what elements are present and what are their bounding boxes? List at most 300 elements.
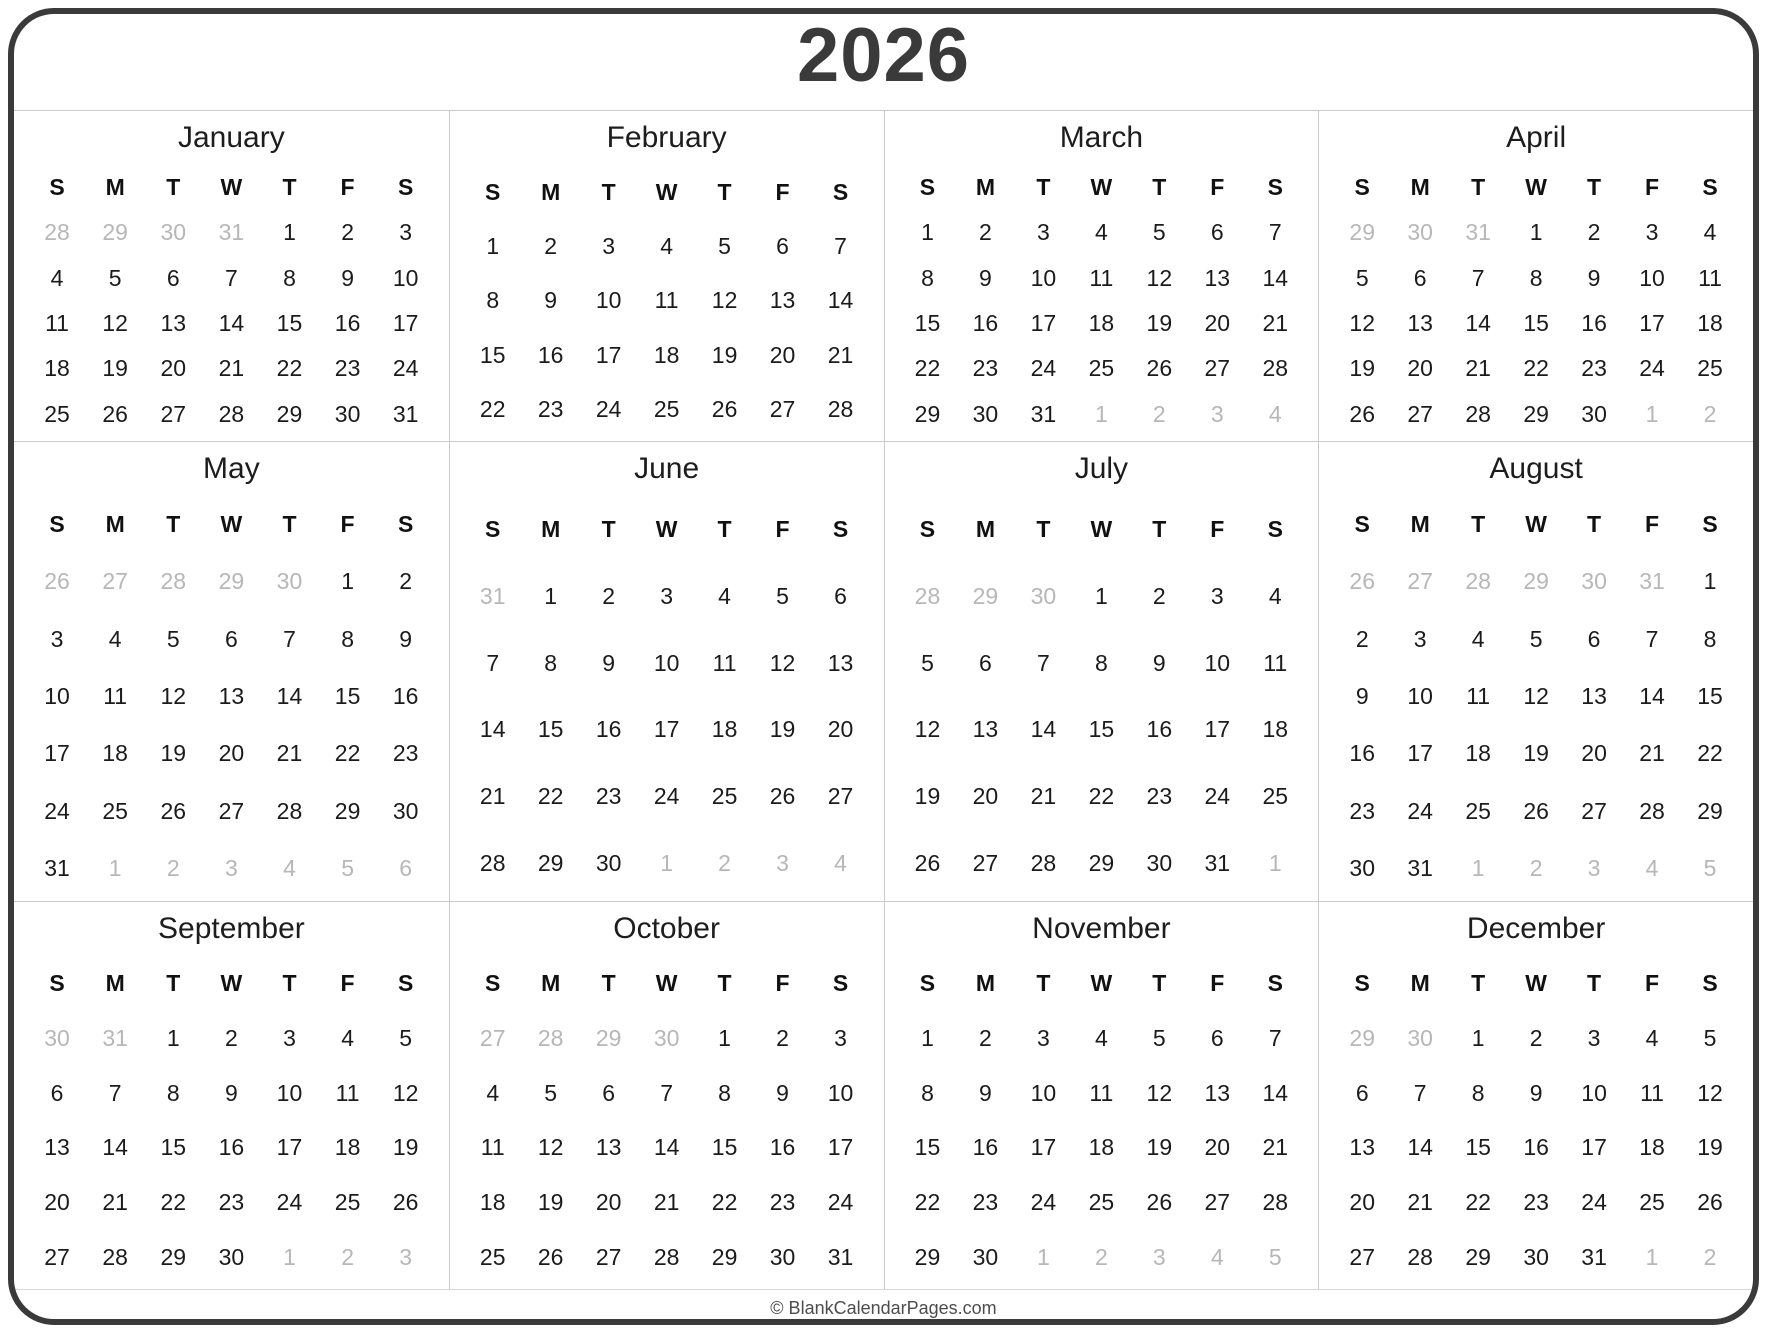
weekday-label: T <box>1471 174 1486 201</box>
day-cell: 30 <box>972 1244 999 1271</box>
footer-credit: © BlankCalendarPages.com <box>770 1298 997 1318</box>
day-cell-outside: 6 <box>399 854 413 881</box>
weekday-label: W <box>220 174 243 201</box>
day-cell: 31 <box>44 854 70 881</box>
week-row <box>464 650 870 677</box>
week-row <box>1333 1244 1739 1271</box>
day-cell: 10 <box>595 287 622 314</box>
weekday-label: S <box>1702 969 1718 996</box>
week-row <box>1333 740 1739 767</box>
day-cell: 26 <box>1523 797 1549 824</box>
day-cell: 20 <box>1204 310 1231 337</box>
weekday-label: F <box>775 969 790 996</box>
day-cell: 22 <box>334 740 361 767</box>
day-cell: 7 <box>834 233 847 260</box>
day-cell: 4 <box>1471 625 1485 652</box>
day-cell: 6 <box>1210 219 1224 246</box>
weekday-header-row <box>899 970 1305 997</box>
day-cell: 24 <box>827 1189 854 1216</box>
week-row <box>899 1244 1305 1271</box>
day-cell: 12 <box>1146 1079 1173 1106</box>
month-july <box>884 441 1319 901</box>
day-cell: 15 <box>276 310 303 337</box>
day-cell: 29 <box>711 1244 738 1271</box>
week-row <box>28 219 435 246</box>
week-row <box>1333 798 1739 825</box>
day-cell: 22 <box>160 1189 187 1216</box>
day-cell: 3 <box>399 219 413 246</box>
day-cell: 29 <box>160 1244 187 1271</box>
weekday-label: S <box>49 174 65 201</box>
week-row <box>28 798 435 825</box>
day-cell: 27 <box>218 797 245 824</box>
day-cell: 29 <box>1523 400 1549 427</box>
day-cell: 17 <box>1030 310 1057 337</box>
day-cell: 24 <box>44 797 70 824</box>
weekday-label: S <box>49 969 65 996</box>
week-row <box>28 568 435 595</box>
day-cell: 17 <box>1639 310 1665 337</box>
day-cell: 30 <box>1349 854 1376 881</box>
day-cell: 6 <box>1355 1079 1369 1106</box>
day-cell: 29 <box>914 400 941 427</box>
day-cell: 30 <box>334 400 361 427</box>
day-cell: 23 <box>537 396 564 423</box>
day-cell: 18 <box>479 1189 506 1216</box>
day-cell: 22 <box>1523 355 1549 382</box>
weekday-label: T <box>1587 511 1602 538</box>
week-row <box>464 233 870 260</box>
week-row <box>899 310 1305 337</box>
day-cell: 6 <box>1587 625 1601 652</box>
weekday-label: S <box>1267 515 1283 542</box>
week-row <box>1333 626 1739 653</box>
day-cell: 12 <box>769 649 796 676</box>
day-cell: 14 <box>1262 1079 1289 1106</box>
day-cell: 8 <box>921 264 934 291</box>
day-cell: 1 <box>921 219 934 246</box>
weekday-label: T <box>717 178 732 205</box>
day-cell: 25 <box>1262 783 1289 810</box>
weekday-label: T <box>1152 174 1167 201</box>
day-cell: 13 <box>972 716 999 743</box>
day-cell: 28 <box>1407 1244 1433 1271</box>
day-cell-outside: 4 <box>1645 854 1659 881</box>
day-cell: 28 <box>102 1244 128 1271</box>
day-cell: 15 <box>914 310 941 337</box>
day-cell-outside: 30 <box>276 568 303 595</box>
week-row <box>28 265 435 292</box>
day-cell-outside: 29 <box>1523 568 1549 595</box>
day-cell-outside: 28 <box>1465 568 1491 595</box>
weekday-label: T <box>282 511 297 538</box>
day-cell: 10 <box>1030 264 1057 291</box>
weekday-label: W <box>1090 969 1113 996</box>
day-cell: 8 <box>921 1079 934 1106</box>
month-table <box>1319 165 1753 441</box>
day-cell: 16 <box>334 310 361 337</box>
month-title: October <box>613 912 720 945</box>
day-cell: 4 <box>660 233 674 260</box>
day-cell: 3 <box>1645 219 1659 246</box>
day-cell-outside: 1 <box>660 850 674 877</box>
week-row <box>464 1134 870 1161</box>
week-row <box>28 683 435 710</box>
day-cell: 24 <box>1204 783 1231 810</box>
weekday-label: S <box>398 174 414 201</box>
weekday-label: T <box>166 511 181 538</box>
day-cell: 4 <box>1268 582 1282 609</box>
day-cell: 27 <box>1407 400 1433 427</box>
month-title: March <box>1059 121 1144 154</box>
day-cell-outside: 3 <box>399 1244 413 1271</box>
day-cell: 8 <box>1471 1079 1485 1106</box>
day-cell: 28 <box>479 850 506 877</box>
day-cell: 2 <box>224 1024 238 1051</box>
day-cell: 2 <box>1152 582 1166 609</box>
month-title: June <box>634 452 700 485</box>
day-cell-outside: 3 <box>224 854 238 881</box>
day-cell: 20 <box>827 716 854 743</box>
day-cell: 9 <box>224 1079 238 1106</box>
day-cell: 5 <box>166 625 180 652</box>
day-cell: 6 <box>1210 1024 1224 1051</box>
weekday-label: T <box>1036 515 1051 542</box>
day-cell: 29 <box>334 797 361 824</box>
day-cell: 27 <box>44 1244 70 1271</box>
day-cell: 6 <box>50 1079 64 1106</box>
day-cell: 17 <box>1581 1134 1607 1161</box>
weekday-label: T <box>1036 969 1051 996</box>
day-cell-outside: 5 <box>341 854 354 881</box>
day-cell: 29 <box>276 400 303 427</box>
day-cell: 26 <box>102 400 128 427</box>
weekday-label: S <box>49 511 65 538</box>
day-cell: 30 <box>1146 850 1173 877</box>
day-cell: 6 <box>602 1079 616 1106</box>
weekday-label: S <box>398 511 414 538</box>
month-december <box>1318 901 1753 1289</box>
day-cell: 7 <box>1645 625 1659 652</box>
day-cell: 16 <box>537 341 564 368</box>
day-cell-outside: 2 <box>166 854 180 881</box>
weekday-label: T <box>166 969 181 996</box>
week-row <box>464 850 870 877</box>
day-cell: 24 <box>1639 355 1665 382</box>
day-cell: 22 <box>537 783 564 810</box>
weekday-label: M <box>1410 969 1430 996</box>
day-cell: 29 <box>914 1244 941 1271</box>
day-cell: 7 <box>1413 1079 1427 1106</box>
month-table <box>450 165 884 441</box>
weekday-label: S <box>1702 511 1718 538</box>
day-cell-outside: 2 <box>341 1244 354 1271</box>
day-cell: 27 <box>1349 1244 1376 1271</box>
weekday-label: S <box>485 969 501 996</box>
day-cell: 28 <box>827 396 854 423</box>
day-cell: 15 <box>160 1134 187 1161</box>
day-cell: 11 <box>654 287 679 314</box>
day-cell: 27 <box>1204 1189 1231 1216</box>
week-row <box>1333 1189 1739 1216</box>
day-cell: 10 <box>276 1079 303 1106</box>
week-row <box>1333 683 1739 710</box>
weekday-label: T <box>1587 969 1602 996</box>
day-cell: 5 <box>921 649 934 676</box>
day-cell: 1 <box>718 1024 731 1051</box>
day-cell-outside: 2 <box>1703 1244 1717 1271</box>
day-cell: 18 <box>1262 716 1289 743</box>
week-row <box>899 850 1305 877</box>
day-cell: 1 <box>1094 582 1108 609</box>
week-row <box>899 716 1305 743</box>
week-row <box>1333 568 1739 595</box>
day-cell: 4 <box>1094 1024 1108 1051</box>
day-cell: 22 <box>1465 1189 1491 1216</box>
day-cell: 2 <box>544 233 558 260</box>
day-cell: 10 <box>827 1079 854 1106</box>
day-cell: 22 <box>711 1189 738 1216</box>
day-cell: 27 <box>595 1244 622 1271</box>
day-cell-outside: 28 <box>914 582 941 609</box>
month-title: September <box>158 912 305 945</box>
day-cell: 28 <box>1639 797 1665 824</box>
weekday-header-row <box>1333 511 1739 538</box>
day-cell: 13 <box>1204 264 1231 291</box>
day-cell: 21 <box>1262 1134 1289 1161</box>
day-cell: 23 <box>595 783 622 810</box>
day-cell: 5 <box>1152 219 1166 246</box>
weekday-label: M <box>1410 174 1430 201</box>
weekday-label: M <box>975 515 996 542</box>
day-cell: 21 <box>1407 1189 1433 1216</box>
weekday-label: W <box>220 511 243 538</box>
day-cell: 12 <box>392 1079 419 1106</box>
day-cell-outside: 1 <box>1471 854 1485 881</box>
weekday-label: W <box>655 515 678 542</box>
day-cell: 4 <box>718 582 731 609</box>
week-row <box>28 1025 435 1052</box>
day-cell: 30 <box>1581 400 1607 427</box>
day-cell: 21 <box>1030 783 1057 810</box>
day-cell: 7 <box>486 649 500 676</box>
week-row <box>899 355 1305 382</box>
day-cell-outside: 30 <box>160 219 187 246</box>
weekday-label: T <box>717 969 732 996</box>
month-may <box>14 441 449 901</box>
day-cell: 2 <box>1587 219 1601 246</box>
week-row <box>899 1189 1305 1216</box>
day-cell: 1 <box>1703 568 1717 595</box>
day-cell-outside: 1 <box>1094 400 1108 427</box>
month-september <box>14 901 449 1289</box>
day-cell: 14 <box>218 310 245 337</box>
weekday-header-row <box>1333 174 1739 201</box>
day-cell: 25 <box>1088 355 1115 382</box>
day-cell-outside: 29 <box>1349 1024 1376 1051</box>
day-cell: 24 <box>392 355 419 382</box>
day-cell: 14 <box>1030 716 1057 743</box>
day-cell-outside: 2 <box>1152 400 1166 427</box>
day-cell: 11 <box>1089 1079 1114 1106</box>
day-cell: 26 <box>1146 355 1173 382</box>
day-cell: 1 <box>1529 219 1543 246</box>
day-cell: 13 <box>595 1134 622 1161</box>
day-cell: 28 <box>276 797 303 824</box>
day-cell: 7 <box>1037 649 1050 676</box>
month-april <box>1318 111 1753 441</box>
month-table <box>885 496 1319 901</box>
day-cell: 24 <box>1030 1189 1057 1216</box>
day-cell: 2 <box>979 1024 992 1051</box>
day-cell-outside: 26 <box>44 568 70 595</box>
weekday-label: S <box>919 969 936 996</box>
day-cell: 3 <box>1037 219 1050 246</box>
day-cell: 31 <box>827 1244 854 1271</box>
day-cell: 23 <box>1146 783 1173 810</box>
day-cell-outside: 30 <box>44 1024 70 1051</box>
day-cell: 26 <box>1349 400 1376 427</box>
month-title: December <box>1466 912 1606 945</box>
month-october <box>449 901 884 1289</box>
week-row <box>1333 355 1739 382</box>
day-cell: 15 <box>1088 716 1115 743</box>
day-cell: 23 <box>334 355 361 382</box>
month-january <box>14 111 449 441</box>
day-cell: 25 <box>711 783 738 810</box>
week-row <box>464 1080 870 1107</box>
day-cell-outside: 28 <box>44 219 70 246</box>
day-cell: 3 <box>602 233 616 260</box>
day-cell: 1 <box>283 219 296 246</box>
day-cell: 19 <box>769 716 796 743</box>
week-row <box>464 287 870 314</box>
day-cell-outside: 30 <box>1030 582 1057 609</box>
day-cell: 1 <box>544 582 558 609</box>
week-row <box>1333 265 1739 292</box>
day-cell: 11 <box>1263 649 1288 676</box>
weekday-label: S <box>919 515 936 542</box>
weekday-label: F <box>1210 969 1225 996</box>
day-cell: 16 <box>392 682 419 709</box>
weekday-label: S <box>919 174 936 201</box>
day-cell: 23 <box>1523 1189 1549 1216</box>
day-cell: 11 <box>103 682 128 709</box>
weekday-header-row <box>28 970 435 997</box>
day-cell: 28 <box>218 400 245 427</box>
day-cell-outside: 1 <box>1268 850 1282 877</box>
week-row <box>28 1134 435 1161</box>
day-cell: 30 <box>1523 1244 1549 1271</box>
weekday-label: F <box>775 515 790 542</box>
day-cell: 25 <box>1639 1189 1665 1216</box>
day-cell: 23 <box>769 1189 796 1216</box>
week-row <box>28 310 435 337</box>
day-cell: 30 <box>218 1244 245 1271</box>
day-cell: 13 <box>160 310 187 337</box>
day-cell: 5 <box>1529 625 1543 652</box>
day-cell: 14 <box>276 682 303 709</box>
day-cell: 14 <box>653 1134 680 1161</box>
day-cell: 16 <box>595 716 622 743</box>
weekday-label: W <box>1525 174 1547 201</box>
day-cell: 5 <box>718 233 731 260</box>
month-february <box>449 111 884 441</box>
months-grid <box>14 110 1753 1290</box>
day-cell: 5 <box>1355 264 1369 291</box>
day-cell: 7 <box>660 1079 674 1106</box>
month-table <box>1319 496 1753 901</box>
day-cell: 21 <box>276 740 303 767</box>
day-cell: 13 <box>1407 310 1433 337</box>
day-cell-outside: 4 <box>834 850 847 877</box>
day-cell: 8 <box>1703 625 1717 652</box>
day-cell: 29 <box>1465 1244 1491 1271</box>
week-row <box>1333 401 1739 428</box>
day-cell: 5 <box>1703 1024 1717 1051</box>
day-cell: 4 <box>341 1024 354 1051</box>
weekday-label: M <box>541 515 561 542</box>
day-cell: 15 <box>479 341 506 368</box>
week-row <box>1333 219 1739 246</box>
day-cell: 7 <box>1268 219 1282 246</box>
day-cell: 19 <box>1146 1134 1173 1161</box>
month-table <box>14 956 449 1289</box>
weekday-label: T <box>1036 174 1051 201</box>
day-cell-outside: 30 <box>1407 1024 1433 1051</box>
day-cell: 14 <box>102 1134 128 1161</box>
day-cell: 2 <box>1529 1024 1543 1051</box>
week-row <box>899 783 1305 810</box>
day-cell: 11 <box>1089 264 1114 291</box>
day-cell: 10 <box>653 649 680 676</box>
week-row <box>899 583 1305 610</box>
weekday-label: S <box>1354 511 1370 538</box>
weekday-label: S <box>832 969 849 996</box>
day-cell-outside: 26 <box>1349 568 1376 595</box>
day-cell: 19 <box>1146 310 1173 337</box>
day-cell-outside: 5 <box>1703 854 1717 881</box>
day-cell: 19 <box>537 1189 564 1216</box>
day-cell: 26 <box>769 783 796 810</box>
day-cell: 16 <box>1581 310 1607 337</box>
day-cell: 12 <box>1349 310 1376 337</box>
day-cell: 20 <box>218 740 245 767</box>
day-cell: 6 <box>979 649 992 676</box>
day-cell: 16 <box>972 310 999 337</box>
day-cell: 21 <box>827 341 854 368</box>
day-cell: 11 <box>45 310 69 337</box>
day-cell: 13 <box>769 287 796 314</box>
day-cell-outside: 2 <box>1529 854 1543 881</box>
day-cell: 17 <box>595 341 622 368</box>
weekday-label: W <box>1090 515 1113 542</box>
weekday-label: F <box>775 178 790 205</box>
weekday-label: T <box>717 515 732 542</box>
month-title: May <box>203 452 260 485</box>
day-cell: 3 <box>1413 625 1427 652</box>
day-cell: 8 <box>486 287 500 314</box>
day-cell-outside: 30 <box>653 1024 680 1051</box>
day-cell: 22 <box>1088 783 1115 810</box>
day-cell-outside: 5 <box>1268 1244 1282 1271</box>
day-cell: 15 <box>1523 310 1549 337</box>
day-cell: 13 <box>218 682 245 709</box>
day-cell: 2 <box>979 219 992 246</box>
month-march <box>884 111 1319 441</box>
day-cell: 25 <box>1697 355 1723 382</box>
week-row <box>464 716 870 743</box>
